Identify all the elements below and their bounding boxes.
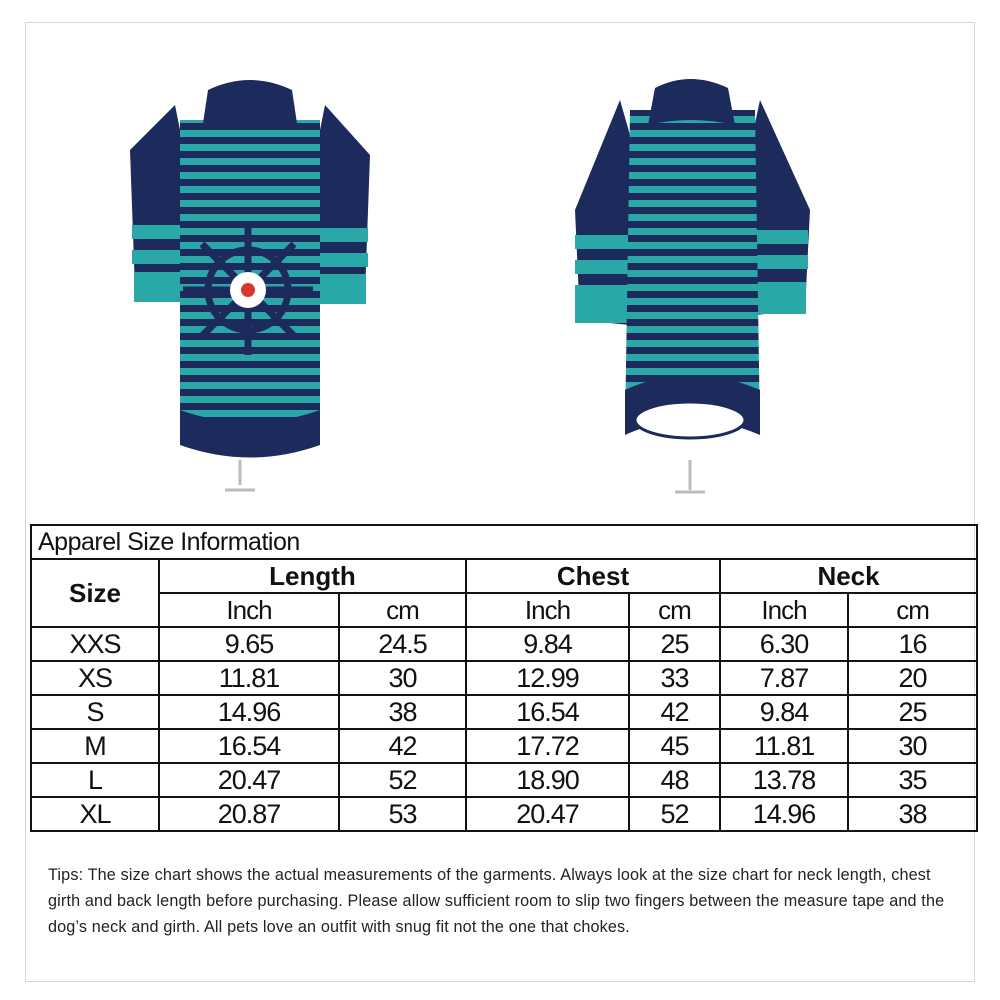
unit-label: Inch bbox=[159, 593, 339, 627]
table-cell: 52 bbox=[339, 763, 466, 797]
table-row bbox=[31, 661, 977, 695]
table-cell: 12.99 bbox=[466, 661, 629, 695]
unit-label: cm bbox=[848, 593, 977, 627]
neck-header: Neck bbox=[720, 559, 977, 593]
table-cell: XL bbox=[31, 797, 159, 831]
table-cell: L bbox=[31, 763, 159, 797]
table-cell: 30 bbox=[339, 661, 466, 695]
table-row bbox=[31, 729, 977, 763]
table-row bbox=[31, 695, 977, 729]
table-cell: 48 bbox=[629, 763, 720, 797]
table-cell: 38 bbox=[339, 695, 466, 729]
table-cell: 25 bbox=[848, 695, 977, 729]
size-chart-table bbox=[30, 524, 978, 832]
sweater-front-photo bbox=[120, 60, 380, 500]
table-cell: 14.96 bbox=[720, 797, 848, 831]
table-unit-row bbox=[31, 593, 977, 627]
chest-header: Chest bbox=[466, 559, 720, 593]
table-cell: 16 bbox=[848, 627, 977, 661]
unit-label: cm bbox=[339, 593, 466, 627]
table-cell: 20.47 bbox=[159, 763, 339, 797]
table-cell: 18.90 bbox=[466, 763, 629, 797]
table-cell: 33 bbox=[629, 661, 720, 695]
unit-label: cm bbox=[629, 593, 720, 627]
table-row bbox=[31, 627, 977, 661]
table-cell: 7.87 bbox=[720, 661, 848, 695]
table-row bbox=[31, 797, 977, 831]
unit-label: Inch bbox=[720, 593, 848, 627]
table-cell: 6.30 bbox=[720, 627, 848, 661]
table-cell: 9.84 bbox=[466, 627, 629, 661]
table-cell: 11.81 bbox=[159, 661, 339, 695]
table-cell: M bbox=[31, 729, 159, 763]
table-cell: 25 bbox=[629, 627, 720, 661]
table-cell: 13.78 bbox=[720, 763, 848, 797]
table-cell: 17.72 bbox=[466, 729, 629, 763]
table-cell: 35 bbox=[848, 763, 977, 797]
unit-label: Inch bbox=[466, 593, 629, 627]
table-title-row bbox=[31, 525, 977, 559]
table-cell: 11.81 bbox=[720, 729, 848, 763]
table-header-row bbox=[31, 559, 977, 593]
table-cell: 16.54 bbox=[159, 729, 339, 763]
table-cell: 16.54 bbox=[466, 695, 629, 729]
table-cell: 20 bbox=[848, 661, 977, 695]
table-cell: 42 bbox=[339, 729, 466, 763]
table-cell: 30 bbox=[848, 729, 977, 763]
table-cell: 53 bbox=[339, 797, 466, 831]
table-cell: 9.84 bbox=[720, 695, 848, 729]
table-cell: XXS bbox=[31, 627, 159, 661]
table-cell: 45 bbox=[629, 729, 720, 763]
size-header: Size bbox=[31, 559, 159, 627]
tips-text: Tips: The size chart shows the actual measurements of the garments. Always look at the size chart for neck length, chest girth and back length before purchasing. Please allow sufficient room to slip two fingers between the measure tape and the dog’s neck and girth. All pets love an outfit with snug fit not the one that chokes. bbox=[48, 866, 945, 936]
length-header: Length bbox=[159, 559, 466, 593]
table-cell: 9.65 bbox=[159, 627, 339, 661]
table-cell: XS bbox=[31, 661, 159, 695]
table-cell: 38 bbox=[848, 797, 977, 831]
table-cell: 52 bbox=[629, 797, 720, 831]
table-cell: 42 bbox=[629, 695, 720, 729]
table-cell: S bbox=[31, 695, 159, 729]
table-cell: 20.87 bbox=[159, 797, 339, 831]
table-title: Apparel Size Information bbox=[31, 525, 977, 559]
table-cell: 24.5 bbox=[339, 627, 466, 661]
table-row bbox=[31, 763, 977, 797]
table-cell: 14.96 bbox=[159, 695, 339, 729]
sweater-back-photo bbox=[560, 60, 820, 500]
table-cell: 20.47 bbox=[466, 797, 629, 831]
